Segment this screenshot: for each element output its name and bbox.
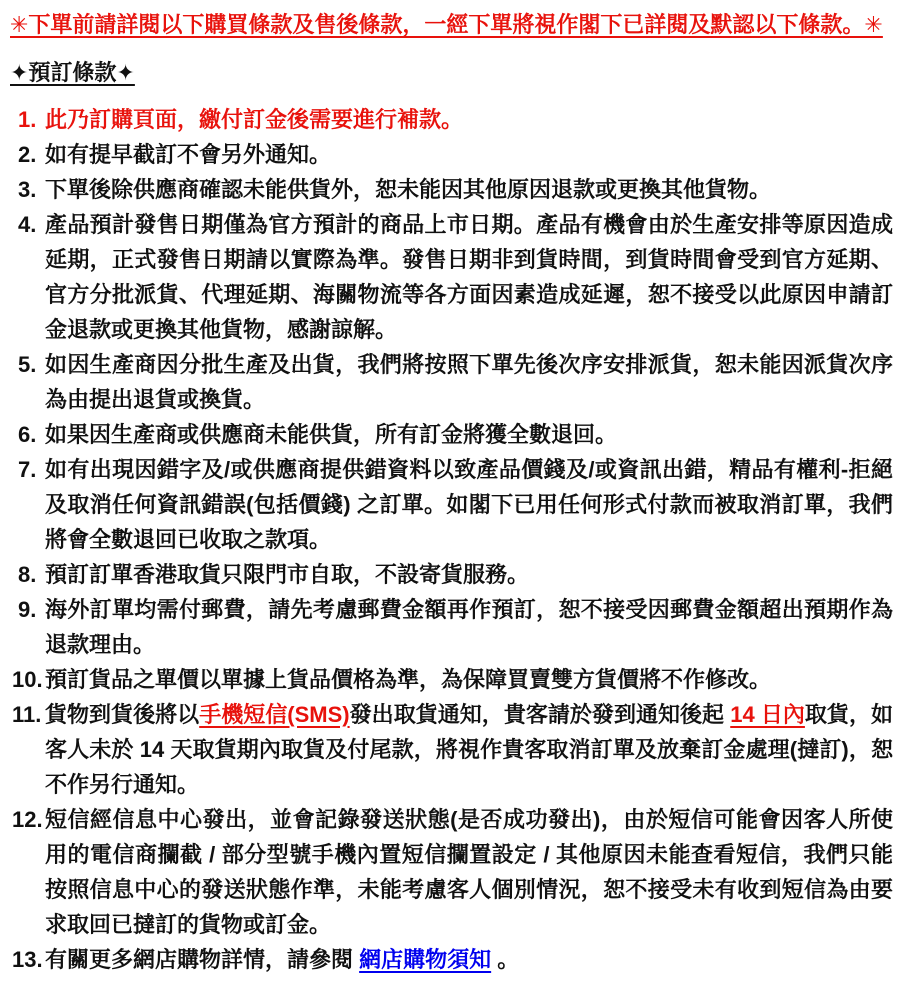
term-number: 8. — [18, 562, 37, 587]
term-item — [8, 347, 893, 417]
term-text — [45, 137, 893, 172]
sms-link[interactable]: 手機短信(SMS) — [199, 702, 350, 727]
term-number: 10. — [12, 667, 43, 692]
term-text — [45, 207, 893, 347]
term-item — [8, 592, 893, 662]
term-text — [45, 102, 893, 137]
term-item — [8, 452, 893, 557]
terms-list — [8, 102, 893, 977]
term-text-segment: 下單後除供應商確認未能供貨外，恕未能因其他原因退款或更換其他貨物。 — [45, 177, 772, 202]
term-text-segment: 有關更多網店購物詳情，請參閱 — [45, 947, 360, 972]
pickup-deadline-link[interactable]: 14 日內 — [730, 702, 805, 727]
term-item — [8, 102, 893, 137]
term-text — [45, 662, 893, 697]
term-item — [8, 662, 893, 697]
term-text-segment: 產品預計發售日期僅為官方預計的商品上市日期。產品有機會由於生產安排等原因造成延期，正式發售日期請以實際為準。發售日期非到貨時間，到貨時間會受到官方延期、官方分批派貨、代理延期、海關物流等各方面因素造成延遲，恕不接受以此原因申請訂金退款或更換其他貨物，感謝諒解。 — [45, 212, 893, 342]
term-number: 13. — [12, 947, 43, 972]
term-number: 1. — [18, 107, 37, 132]
term-number: 3. — [18, 177, 37, 202]
term-number: 9. — [18, 597, 37, 622]
term-text-segment: 如有出現因錯字及/或供應商提供錯資料以致產品價錢及/或資訊出錯，精品有權利-拒絕及取消任何資訊錯誤(包括價錢) 之訂單。如閣下已用任何形式付款而被取消訂單，我們將會全數退回已收取之款項。 — [45, 457, 893, 552]
term-item — [8, 802, 893, 942]
term-text-segment: 貨物到貨後將以 — [45, 702, 200, 727]
term-text-segment: 海外訂單均需付郵費，請先考慮郵費金額再作預訂，恕不接受因郵費金額超出預期作為退款理由。 — [45, 597, 893, 657]
term-text — [45, 347, 893, 417]
term-text-segment: 此乃訂購頁面，繳付訂金後需要進行補款。 — [45, 107, 464, 132]
term-item — [8, 942, 893, 977]
term-text — [45, 557, 893, 592]
term-item — [8, 697, 893, 802]
term-number: 2. — [18, 142, 37, 167]
term-number: 5. — [18, 352, 37, 377]
term-text — [45, 592, 893, 662]
shop-notice-link[interactable]: 網店購物須知 — [359, 947, 492, 972]
terms-warning-header: ✳下單前請詳閱以下購買條款及售後條款，一經下單將視作閣下已詳閱及默認以下條款。✳ — [10, 12, 883, 37]
term-text-segment: 短信經信息中心發出，並會記錄發送狀態(是否成功發出)，由於短信可能會因客人所使用的電信商攔截 / 部分型號手機內置短信攔置設定 / 其他原因未能查看短信，我們只能按照信息中心的發送狀態作準，未能考慮客人個別情況，恕不接受未有收到短信為由要求取回已撻訂的貨物或訂金。 — [45, 807, 893, 937]
term-text-segment: 發出取貨通知，貴客請於發到通知後起 — [349, 702, 731, 727]
term-number: 11. — [12, 702, 42, 727]
term-number: 7. — [18, 457, 37, 482]
term-text — [45, 697, 893, 802]
term-item — [8, 207, 893, 347]
term-text — [45, 802, 893, 942]
term-text-segment: 。 — [491, 947, 520, 972]
term-item — [8, 137, 893, 172]
term-number: 6. — [18, 422, 37, 447]
term-number: 4. — [18, 212, 37, 237]
term-text-segment: 預訂貨品之單價以單據上貨品價格為準，為保障買賣雙方貨價將不作修改。 — [45, 667, 772, 692]
term-text-segment: 取貨，如客人未於 14 天取貨期內取貨及付尾款，將視作貴客取消訂單及放棄訂金處理(撻訂)，恕不作另行通知。 — [45, 702, 893, 797]
term-text-segment: 如因生產商因分批生產及出貨，我們將按照下單先後次序安排派貨，恕未能因派貨次序為由提出退貨或換貨。 — [45, 352, 893, 412]
term-item — [8, 172, 893, 207]
term-item — [8, 557, 893, 592]
preorder-terms-section-title: ✦預訂條款✦ — [10, 60, 135, 85]
term-item — [8, 417, 893, 452]
term-text-segment: 如有提早截訂不會另外通知。 — [45, 142, 332, 167]
term-text-segment: 如果因生產商或供應商未能供貨，所有訂金將獲全數退回。 — [45, 422, 618, 447]
term-text — [45, 942, 893, 977]
term-text — [45, 452, 893, 557]
term-text — [45, 172, 893, 207]
term-number: 12. — [12, 807, 43, 832]
term-text-segment: 預訂訂單香港取貨只限門市自取，不設寄貨服務。 — [45, 562, 530, 587]
term-text — [45, 417, 893, 452]
